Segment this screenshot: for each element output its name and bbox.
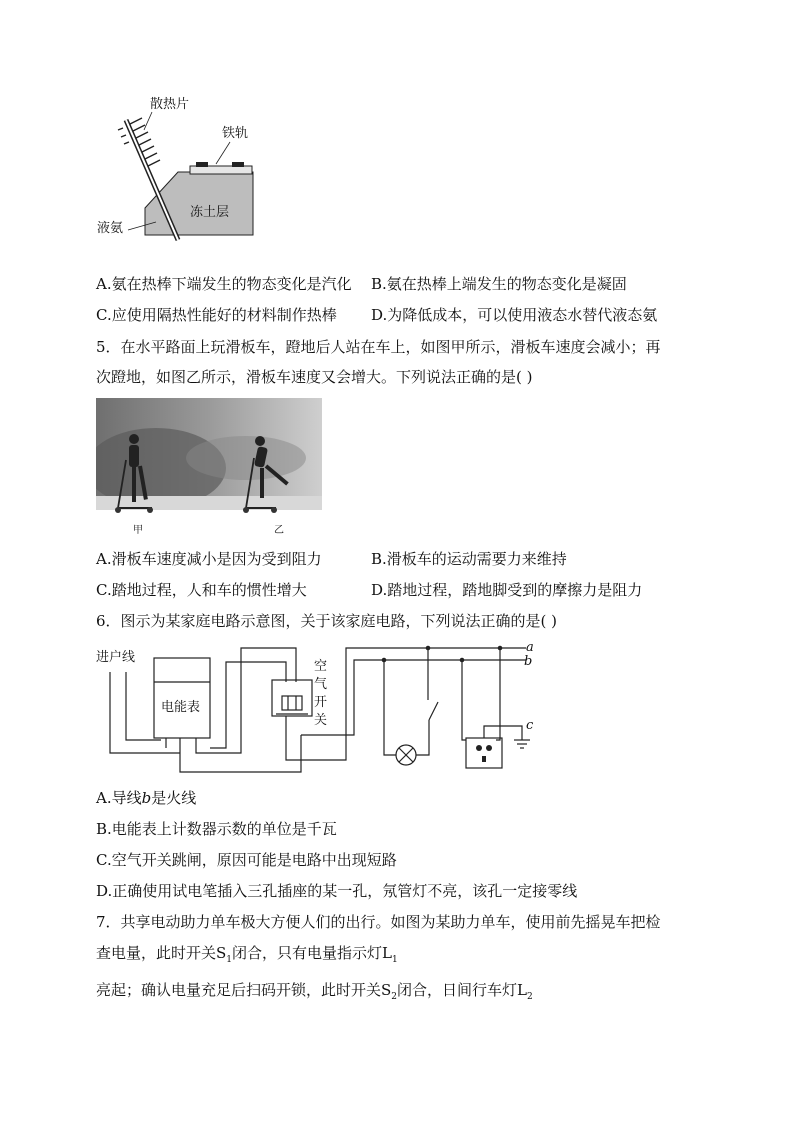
photo-label-yi: 乙 xyxy=(274,525,284,536)
q7-stem-line1: 7．共享电动助力单车极大方便人们的出行。如图为某助力单车，使用前先摇晃车把检 xyxy=(96,913,661,931)
q5-stem-line1: 5．在水平路面上玩滑板车，蹬地后人站在车上，如图甲所示，滑板车速度会减小；再 xyxy=(96,338,661,356)
q7-l1-sub: 1 xyxy=(392,955,398,965)
q7-s1: S xyxy=(216,944,227,962)
q7-l1: L xyxy=(382,944,393,962)
label-wire-c: c xyxy=(526,718,534,733)
label-liquid-ammonia: 液氨 xyxy=(97,221,124,236)
q4-option-d: D.为降低成本，可以使用液态水替代液态氨 xyxy=(371,306,658,324)
label-wire-a: a xyxy=(526,640,534,655)
q6-option-b: B.电能表上计数器示数的单位是千瓦 xyxy=(96,820,337,838)
label-breaker-char-3: 开 xyxy=(314,695,328,710)
q5-option-b: B.滑板车的运动需要力来维持 xyxy=(371,550,567,568)
q4-option-c: C.应使用隔热性能好的材料制作热棒 xyxy=(96,306,337,324)
label-incoming-line: 进户线 xyxy=(96,650,136,665)
q7-s2: S xyxy=(381,981,392,999)
q6-option-a xyxy=(96,789,196,807)
q5-option-d: D.踏地过程，踏地脚受到的摩擦力是阻力 xyxy=(371,581,643,599)
q7-line3-pre: 亮起；确认电量充足后扫码开锁，此时开关 xyxy=(96,981,382,999)
q7-l2-sub: 2 xyxy=(527,992,533,1002)
scooter-photo xyxy=(96,398,322,522)
photo-label-jia: 甲 xyxy=(133,525,143,536)
q4-option-a: A.氨在热棒下端发生的物态变化是汽化 xyxy=(96,275,352,293)
q6-option-a-var: b xyxy=(141,789,152,807)
q6-stem: 6．图示为某家庭电路示意图，关于该家庭电路，下列说法正确的是( ) xyxy=(96,612,558,630)
q5-option-c: C.踏地过程，人和车的惯性增大 xyxy=(96,581,307,599)
label-fins: 散热片 xyxy=(150,97,190,112)
scooter-photo-image xyxy=(96,398,322,522)
q6-option-a-pre: A.导线 xyxy=(96,789,142,807)
q7-s1-sub: 1 xyxy=(226,955,233,965)
q7-l2: L xyxy=(517,981,528,999)
q5-option-a: A.滑板车速度减小是因为受到阻力 xyxy=(96,550,322,568)
label-wire-b: b xyxy=(524,654,533,669)
label-breaker-char-4: 关 xyxy=(314,713,328,728)
label-energy-meter: 电能表 xyxy=(161,700,201,715)
q7-s2-sub: 2 xyxy=(391,992,398,1002)
q7-line2-pre: 查电量，此时开关 xyxy=(96,944,217,962)
q7-stem-line2 xyxy=(96,944,398,969)
label-breaker-char-1: 空 xyxy=(314,659,328,674)
q7-line3-mid: 闭合，日间行车灯 xyxy=(397,981,518,999)
q5-stem-line2: 次蹬地，如图乙所示，滑板车速度又会增大。下列说法正确的是( ) xyxy=(96,368,533,386)
q7-stem-line3 xyxy=(96,981,533,1006)
label-rail: 铁轨 xyxy=(222,126,249,141)
q7-line2-mid: 闭合，只有电量指示灯 xyxy=(232,944,383,962)
label-frozen-soil: 冻土层 xyxy=(190,205,230,220)
q6-option-d: D.正确使用试电笔插入三孔插座的某一孔，氖管灯不亮，该孔一定接零线 xyxy=(96,882,578,900)
q4-option-b: B.氨在热棒上端发生的物态变化是凝固 xyxy=(371,275,627,293)
q6-option-c: C.空气开关跳闸，原因可能是电路中出现短路 xyxy=(96,851,397,869)
q6-option-a-post: 是火线 xyxy=(151,789,197,807)
label-breaker-char-2: 气 xyxy=(314,677,328,692)
